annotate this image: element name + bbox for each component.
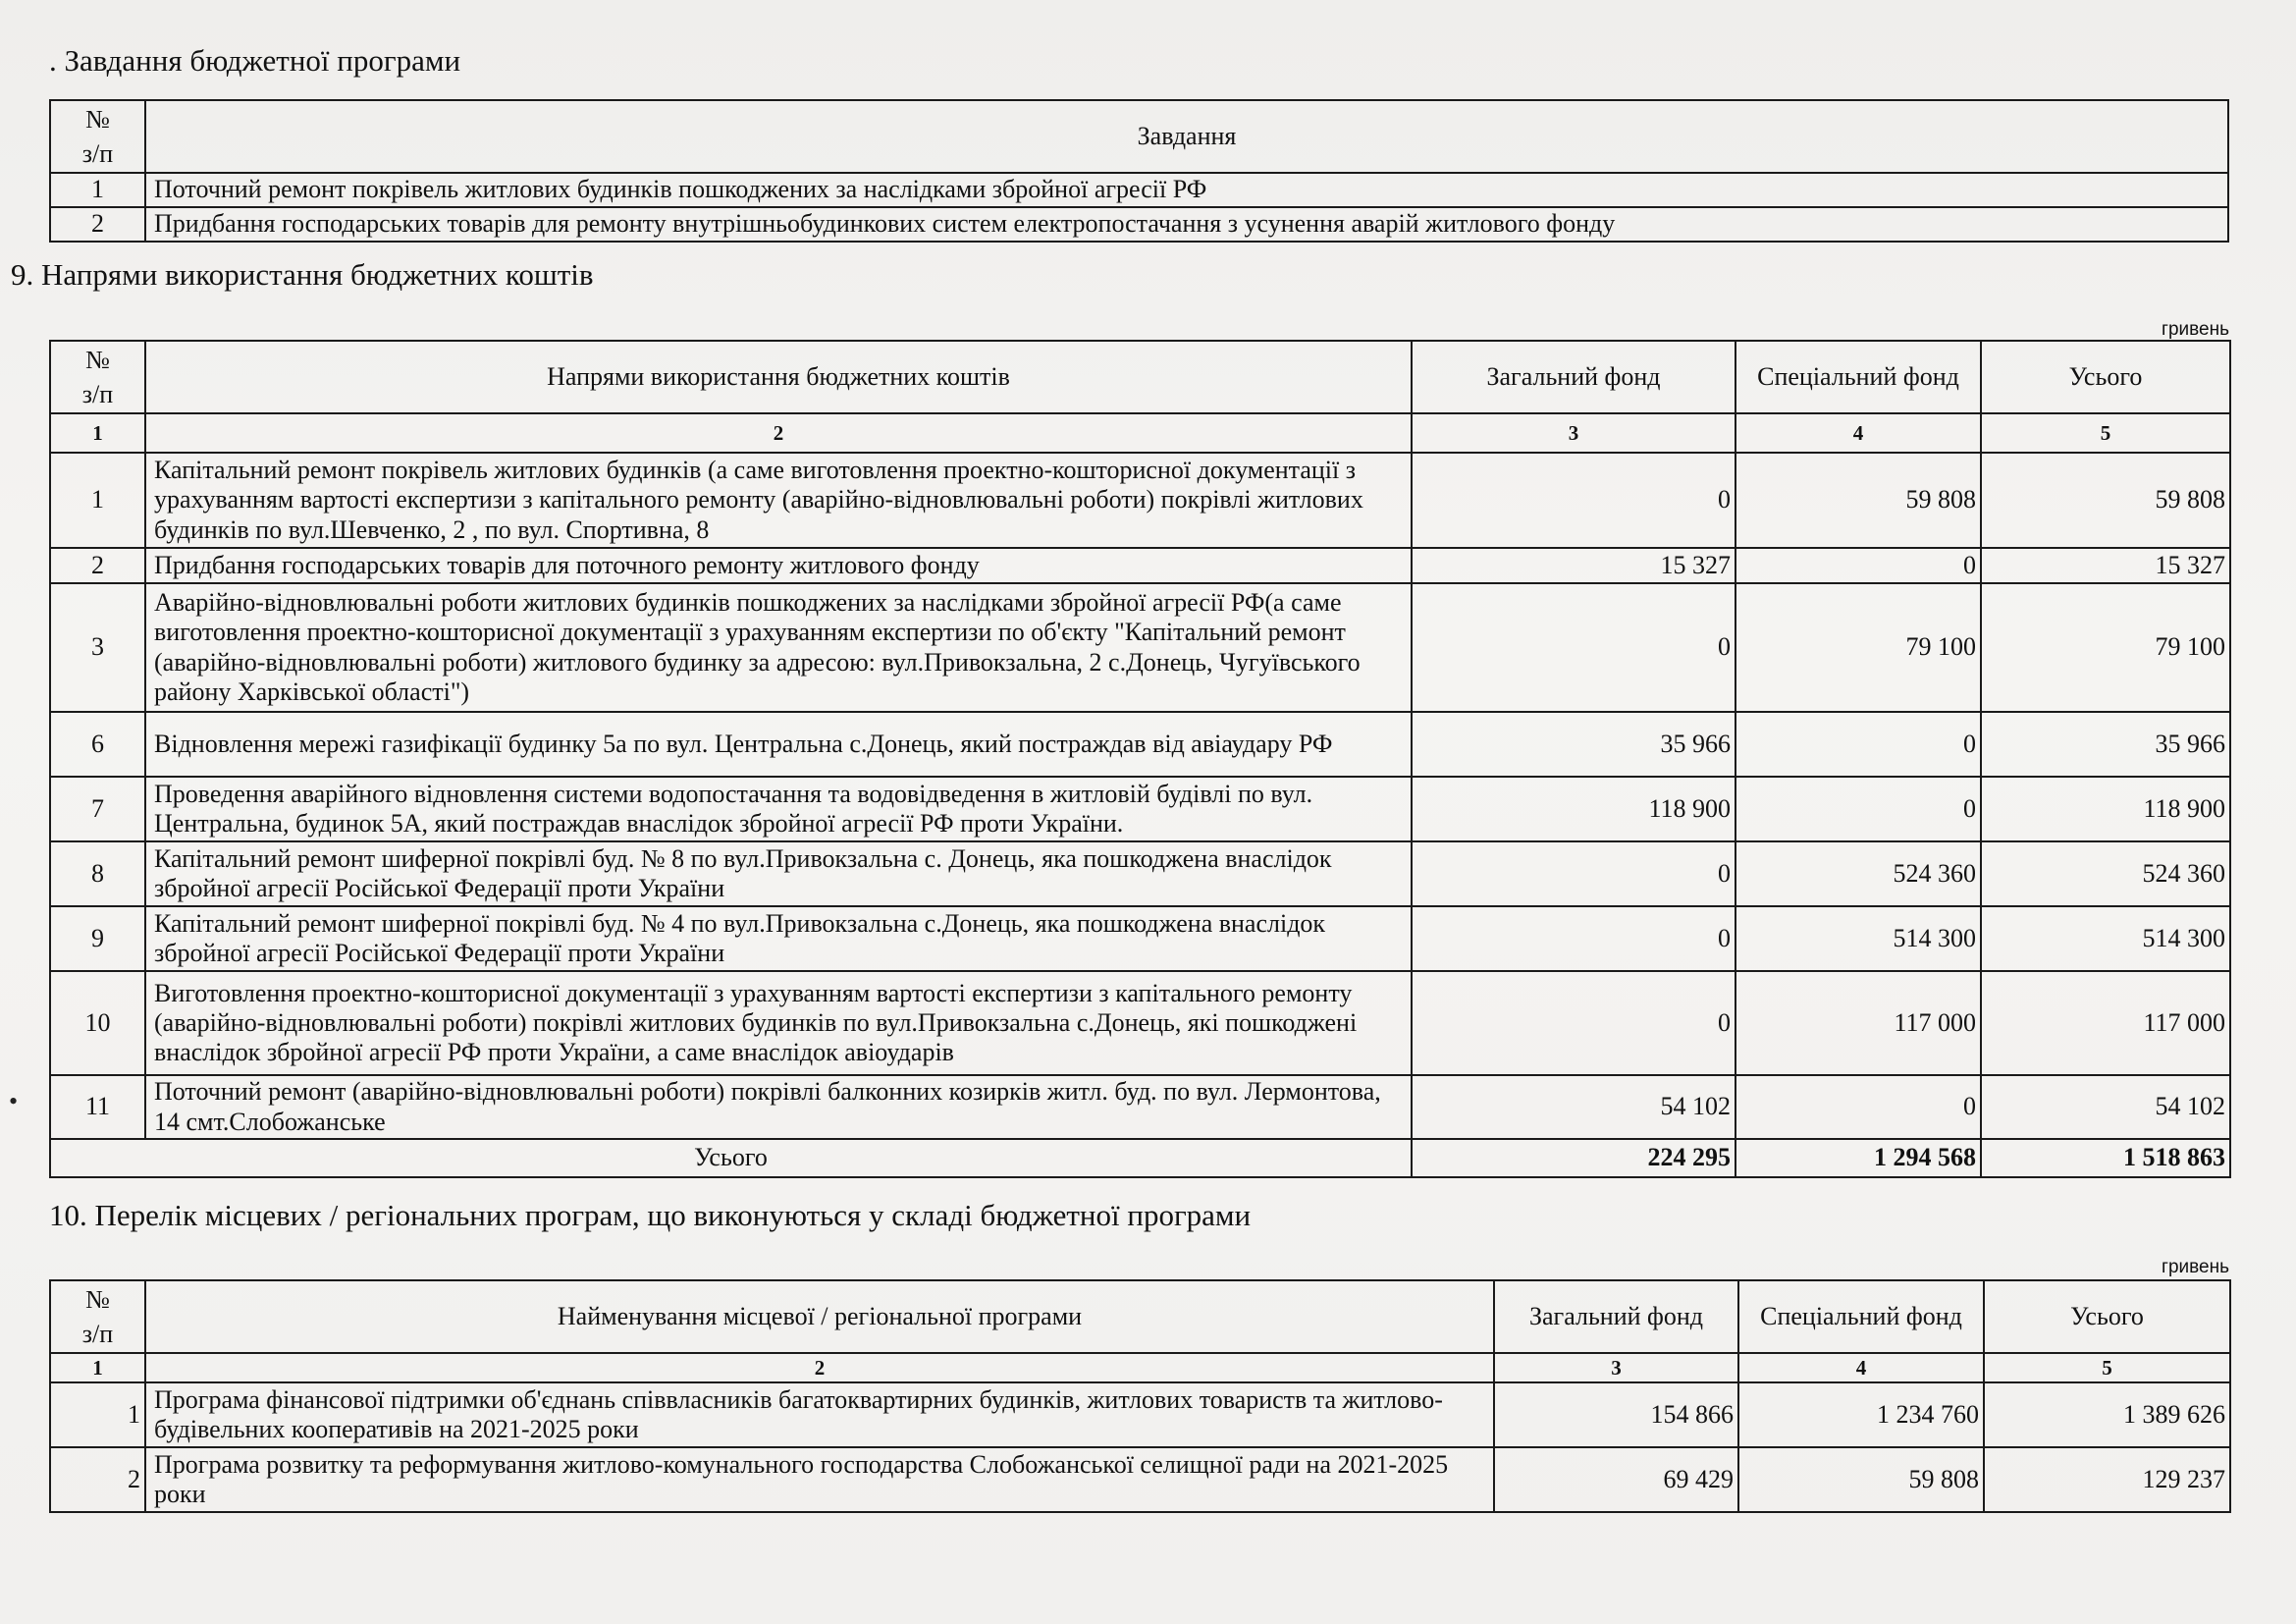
row-total: 54 102 xyxy=(1981,1075,2230,1139)
row-direction: Відновлення мережі газифікації будинку 5а по вул. Центральна с.Донець, який постраждав від авіаудару РФ xyxy=(145,712,1412,777)
total-sum: 1 518 863 xyxy=(1981,1139,2230,1177)
program-row-special-fund: 1 234 760 xyxy=(1738,1382,1984,1447)
row-special-fund: 0 xyxy=(1735,777,1981,841)
total-label: Усього xyxy=(50,1139,1412,1177)
row-total: 59 808 xyxy=(1981,453,2230,548)
column-number: 4 xyxy=(1735,413,1981,453)
section-8-title: . Завдання бюджетної програми xyxy=(49,43,461,78)
row-num: 2 xyxy=(50,548,145,583)
column-number: 5 xyxy=(1981,413,2230,453)
row-special-fund: 514 300 xyxy=(1735,906,1981,971)
row-num: 10 xyxy=(50,971,145,1075)
row-general-fund: 0 xyxy=(1412,453,1735,548)
program-row-total: 1 389 626 xyxy=(1984,1382,2230,1447)
row-total: 524 360 xyxy=(1981,841,2230,906)
task-row-num: 2 xyxy=(50,207,145,242)
row-num: 3 xyxy=(50,583,145,712)
row-direction: Поточний ремонт (аварійно-відновлювальні роботи) покрівлі балконних козирків житл. буд. по вул. Лермонтова, 14 смт.Слобожанське xyxy=(145,1075,1412,1139)
program-row-num: 1 xyxy=(50,1382,145,1447)
budget-directions-table xyxy=(49,340,2231,1178)
column-number: 1 xyxy=(50,1353,145,1382)
row-total: 117 000 xyxy=(1981,971,2230,1075)
row-num: 7 xyxy=(50,777,145,841)
section-9-unit: гривень xyxy=(2162,319,2229,340)
margin-mark: • xyxy=(9,1087,19,1115)
row-general-fund: 0 xyxy=(1412,841,1735,906)
row-direction: Аварійно-відновлювальні роботи житлових будинків пошкоджених за наслідками збройної агресії РФ(а саме виготовлення проектно-кошторисної документації з урахуванням експертизи по об'єкту "Капітальний ремонт (аварійно-відновлювальні роботи) житлового будинку за адресою: вул.Привокзальна, 2 с.Донець, Чугуївського району Харківської області") xyxy=(145,583,1412,712)
row-special-fund: 524 360 xyxy=(1735,841,1981,906)
row-total: 35 966 xyxy=(1981,712,2230,777)
column-number: 2 xyxy=(145,1353,1494,1382)
row-general-fund: 15 327 xyxy=(1412,548,1735,583)
row-num: 6 xyxy=(50,712,145,777)
column-number: 5 xyxy=(1984,1353,2230,1382)
header-special-fund: Спеціальний фонд xyxy=(1738,1280,1984,1353)
program-row-num: 2 xyxy=(50,1447,145,1512)
header-total: Усього xyxy=(1981,341,2230,413)
row-special-fund: 117 000 xyxy=(1735,971,1981,1075)
column-number: 4 xyxy=(1738,1353,1984,1382)
program-row-name: Програма фінансової підтримки об'єднань співвласників багатоквартирних будинків, житлових товариств та житлово-будівельних кооперативів на 2021-2025 роки xyxy=(145,1382,1494,1447)
program-row-general-fund: 154 866 xyxy=(1494,1382,1738,1447)
row-general-fund: 118 900 xyxy=(1412,777,1735,841)
task-row-text: Придбання господарських товарів для ремонту внутрішньобудинкових систем електропостачання з усунення аварій житлового фонду xyxy=(145,207,2228,242)
row-num: 1 xyxy=(50,453,145,548)
column-number: 1 xyxy=(50,413,145,453)
row-special-fund: 79 100 xyxy=(1735,583,1981,712)
row-general-fund: 35 966 xyxy=(1412,712,1735,777)
row-num: 11 xyxy=(50,1075,145,1139)
section-10-title: 10. Перелік місцевих / регіональних програм, що виконуються у складі бюджетної програми xyxy=(49,1198,1252,1232)
program-row-name: Програма розвитку та реформування житлово-комунального господарства Слобожанської селищної ради на 2021-2025 роки xyxy=(145,1447,1494,1512)
row-total: 514 300 xyxy=(1981,906,2230,971)
task-row-text: Поточний ремонт покрівель житлових будинків пошкоджених за наслідками збройної агресії РФ xyxy=(145,173,2228,206)
task-row-num: 1 xyxy=(50,173,145,206)
row-total: 79 100 xyxy=(1981,583,2230,712)
row-direction: Капітальний ремонт шиферної покрівлі буд. № 4 по вул.Привокзальна с.Донець, яка пошкоджена внаслідок збройної агресії Російської Федерації проти України xyxy=(145,906,1412,971)
row-total: 118 900 xyxy=(1981,777,2230,841)
header-special-fund: Спеціальний фонд xyxy=(1735,341,1981,413)
section-10-unit: гривень xyxy=(2162,1257,2229,1277)
row-general-fund: 0 xyxy=(1412,906,1735,971)
row-general-fund: 0 xyxy=(1412,971,1735,1075)
header-num: № з/п xyxy=(50,341,145,413)
row-direction: Виготовлення проектно-кошторисної документації з урахуванням вартості експертизи з капітального ремонту (аварійно-відновлювальні роботи) покрівлі житлових будинків по вул.Привокзальна с.Донець, які пошкоджені внаслідок збройної агресії РФ проти України, а саме внаслідок авіоударів xyxy=(145,971,1412,1075)
header-general-fund: Загальний фонд xyxy=(1412,341,1735,413)
column-number: 3 xyxy=(1494,1353,1738,1382)
row-num: 9 xyxy=(50,906,145,971)
tasks-table xyxy=(49,99,2229,243)
row-direction: Придбання господарських товарів для поточного ремонту житлового фонду xyxy=(145,548,1412,583)
header-num: № з/п xyxy=(50,100,145,173)
program-row-general-fund: 69 429 xyxy=(1494,1447,1738,1512)
row-num: 8 xyxy=(50,841,145,906)
column-number: 2 xyxy=(145,413,1412,453)
program-row-special-fund: 59 808 xyxy=(1738,1447,1984,1512)
header-total: Усього xyxy=(1984,1280,2230,1353)
total-general-fund: 224 295 xyxy=(1412,1139,1735,1177)
header-task: Завдання xyxy=(145,100,2228,173)
regional-programs-table xyxy=(49,1279,2231,1513)
header-num: № з/п xyxy=(50,1280,145,1353)
row-special-fund: 0 xyxy=(1735,548,1981,583)
column-number: 3 xyxy=(1412,413,1735,453)
row-general-fund: 54 102 xyxy=(1412,1075,1735,1139)
program-row-total: 129 237 xyxy=(1984,1447,2230,1512)
row-special-fund: 0 xyxy=(1735,712,1981,777)
row-direction: Проведення аварійного відновлення системи водопостачання та водовідведення в житловій будівлі по вул. Центральна, будинок 5А, який постраждав внаслідок збройної агресії РФ проти України. xyxy=(145,777,1412,841)
row-direction: Капітальний ремонт покрівель житлових будинків (а саме виготовлення проектно-кошторисної документації з урахуванням вартості експертизи з капітального ремонту (аварійно-відновлювальні роботи) покрівлі житлових будинків по вул.Шевченко, 2 , по вул. Спортивна, 8 xyxy=(145,453,1412,548)
row-general-fund: 0 xyxy=(1412,583,1735,712)
row-direction: Капітальний ремонт шиферної покрівлі буд. № 8 по вул.Привокзальна с. Донець, яка пошкоджена внаслідок збройної агресії Російської Федерації проти України xyxy=(145,841,1412,906)
total-special-fund: 1 294 568 xyxy=(1735,1139,1981,1177)
header-general-fund: Загальний фонд xyxy=(1494,1280,1738,1353)
header-direction: Напрями використання бюджетних коштів xyxy=(145,341,1412,413)
row-total: 15 327 xyxy=(1981,548,2230,583)
section-9-title: 9. Напрями використання бюджетних коштів xyxy=(11,257,594,292)
row-special-fund: 0 xyxy=(1735,1075,1981,1139)
row-special-fund: 59 808 xyxy=(1735,453,1981,548)
header-program: Найменування місцевої / регіональної програми xyxy=(145,1280,1494,1353)
